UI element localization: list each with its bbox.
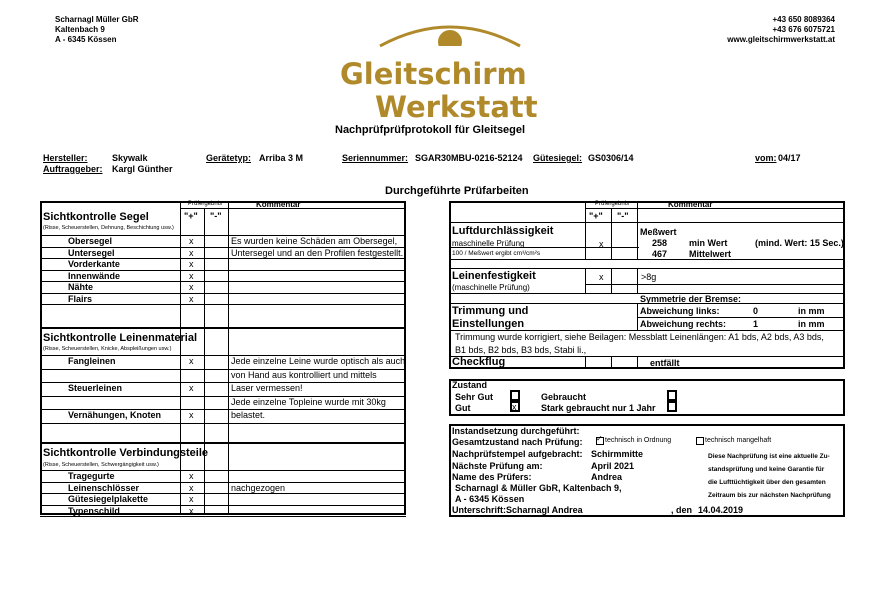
pruefer-value: Andrea: [591, 472, 623, 482]
row-comment: Jede einzelne Leine wurde optisch als auch: [231, 356, 406, 366]
trim-note-2: B1 bds, B2 bds, B3 bds, Stabi li.,: [455, 345, 587, 355]
fest-mark: x: [599, 272, 604, 282]
row-label: Vernähungen, Knoten: [68, 410, 162, 420]
instandsetzung-label: Instandsetzung durchgeführt:: [452, 426, 580, 436]
right-plus-header: "+": [589, 211, 603, 221]
company-name: Scharnagl Müller GbR: [55, 15, 139, 24]
guetesiegel-label: Gütesiegel:: [533, 153, 583, 163]
row-comment: Untersegel und an den Profilen festgestellt.: [231, 247, 404, 258]
row-mark: x: [189, 410, 194, 420]
row-mark: x: [189, 293, 194, 304]
disclaimer-1: Diese Nachprüfung ist eine aktuelle Zu-: [708, 453, 830, 460]
row-label: Fangleinen: [68, 356, 116, 366]
logo-arc-icon: [370, 16, 530, 56]
seriennummer-label: Seriennummer:: [342, 153, 409, 163]
row-label: Typenschild: [68, 505, 120, 516]
abweichung-rechts-value: 1: [753, 319, 759, 329]
row-label: Flairs: [68, 293, 93, 304]
row-mark: x: [189, 282, 194, 292]
row-mark: x: [189, 270, 194, 281]
fest-subtitle: (maschinelle Prüfung): [452, 283, 530, 292]
unterschrift-label: Unterschrift:: [452, 505, 507, 515]
checkflug-title: Checkflug: [452, 356, 506, 368]
guetesiegel-value: GS0306/14: [588, 153, 634, 163]
section-title: Durchgeführte Prüfarbeiten: [385, 185, 529, 197]
abweichung-links-unit: in mm: [798, 306, 825, 316]
segel-subtitle: (Risse, Scheuerstellen, Dehnung, Beschichtung usw.): [43, 225, 174, 231]
row-mark: x: [189, 356, 194, 366]
fest-title: Leinenfestigkeit: [452, 270, 536, 282]
checkflug-value: entfällt: [650, 358, 680, 368]
row-comment: von Hand aus kontrolliert und mittels: [231, 369, 377, 380]
company-contact: [727, 15, 835, 45]
phone-1: +43 650 8089364: [772, 15, 835, 24]
left-plus-header: "+": [184, 211, 198, 221]
stempel-label: Nachprüfstempel aufgebracht:: [452, 449, 583, 459]
den-value: 14.04.2019: [698, 505, 744, 515]
right-minus-header: "-": [617, 211, 629, 221]
luft-mark: x: [599, 239, 604, 249]
naechste-label: Nächste Prüfung am:: [452, 461, 543, 471]
messwert-mittel-unit: Mittelwert: [689, 249, 732, 259]
row-comment: belastet.: [231, 410, 266, 420]
company-address: [55, 15, 139, 45]
left-pruefergebnis-header: Prüfergebnis: [187, 201, 223, 207]
disclaimer: [708, 450, 831, 502]
disclaimer-4: Zeitraum bis zur nächsten Nachprüfung: [708, 492, 831, 499]
right-pruefergebnis-header: Prüfergebnis: [594, 201, 630, 207]
zustand-sehr-gut: Sehr Gut: [455, 392, 494, 402]
abweichung-rechts-unit: in mm: [798, 319, 825, 329]
ok-label: technisch in Ordnung: [605, 437, 672, 444]
gesamtzustand-label: Gesamtzustand nach Prüfung:: [452, 437, 583, 447]
pruefer-label: Name des Prüfers:: [452, 472, 532, 482]
verb-subtitle: (Risse, Scheuerstellen, Schwergängigkeit usw.): [43, 462, 159, 468]
fest-value: >8g: [641, 272, 657, 282]
left-minus-header: "-": [210, 211, 222, 221]
phone-2: +43 676 6075721: [772, 25, 835, 34]
abweichung-rechts-label: Abweichung rechts:: [640, 319, 727, 329]
row-label: Tragegurte: [68, 471, 115, 481]
seriennummer-value: SGAR30MBU-0216-52124: [415, 153, 523, 163]
checkbox-mangelhaft[interactable]: [696, 437, 704, 445]
checkbox-ok-mark: ✓: [596, 434, 603, 443]
row-label: Vorderkante: [68, 259, 120, 269]
luft-subtitle-1: maschinelle Prüfung: [452, 239, 525, 248]
right-kommentar-header: Kommentar: [668, 200, 713, 209]
abweichung-links-label: Abweichung links:: [640, 306, 720, 316]
row-label: Innenwände: [68, 270, 121, 281]
zustand-stark: Stark gebraucht nur 1 Jahr: [541, 403, 656, 413]
naechste-value: April 2021: [591, 461, 635, 471]
messwert-min-note: (mind. Wert: 15 Sec.): [755, 238, 844, 248]
row-mark: x: [189, 494, 194, 504]
row-label: Leinenschlösser: [68, 482, 140, 493]
checkbox-gut-mark: x: [512, 402, 517, 412]
mangelhaft-label: technisch mangelhaft: [705, 437, 772, 444]
zustand-gut: Gut: [455, 403, 471, 413]
row-label: Nähte: [68, 282, 94, 292]
logo-line-2: Werkstatt: [375, 90, 538, 124]
leinen-subtitle: (Risse, Scheuerstellen, Knicke, Abspleißungen usw.): [43, 346, 172, 352]
luft-subtitle-2: 100 / Meßwert ergibt cm³/cm²s: [452, 250, 541, 257]
row-comment: Es wurden keine Schäden am Obersegel,: [231, 236, 398, 246]
trim-title-1: Trimmung und: [452, 305, 529, 317]
trim-title-2: Einstellungen: [452, 318, 525, 330]
company-city: A - 6345 Kössen: [55, 35, 117, 44]
row-label: Gütesiegelplakette: [68, 494, 149, 504]
left-kommentar-header: Kommentar: [256, 200, 301, 209]
row-label: Obersegel: [68, 236, 113, 246]
abweichung-links-value: 0: [753, 306, 759, 316]
stempel-value: Schirmmitte: [591, 449, 644, 459]
messwert-min: 258: [652, 238, 668, 248]
unterschrift-value: Scharnagl Andrea: [506, 505, 583, 515]
vom-label: vom:: [755, 153, 777, 163]
auftraggeber-value: Kargl Günther: [112, 164, 173, 174]
symmetrie-label: Symmetrie der Bremse:: [640, 294, 742, 304]
vom-value: 04/17: [778, 153, 801, 163]
checkbox-sehr-gut[interactable]: [510, 390, 520, 401]
auftraggeber-label: Auftraggeber:: [43, 164, 103, 174]
row-mark: x: [189, 482, 194, 493]
verb-title: Sichtkontrolle Verbindungsteile: [43, 447, 209, 459]
geraetetyp-label: Gerätetyp:: [206, 153, 252, 163]
address-line-1: Scharnagl & Müller GbR, Kaltenbach 9,: [455, 483, 622, 493]
row-mark: x: [189, 259, 194, 269]
row-label: Untersegel: [68, 247, 115, 258]
website: www.gleitschirmwerkstatt.at: [727, 35, 835, 44]
row-mark: x: [189, 471, 194, 481]
document-title: Nachprüfprüfprotokoll für Gleitsegel: [335, 124, 526, 136]
logo-line-1: Gleitschirm: [340, 57, 527, 91]
messwert-min-unit: min Wert: [689, 238, 728, 248]
disclaimer-3: die Lufttüchtigkeit über den gesamten: [708, 479, 826, 486]
checkbox-gebraucht[interactable]: [667, 390, 677, 401]
leinen-title: Sichtkontrolle Leinenmaterial: [43, 332, 198, 344]
company-street: Kaltenbach 9: [55, 25, 105, 34]
disclaimer-2: standsprüfung und keine Garantie für: [708, 466, 825, 473]
geraetetyp-value: Arriba 3 M: [259, 153, 304, 163]
row-comment: nachgezogen: [231, 482, 286, 493]
zustand-title: Zustand: [452, 380, 487, 390]
address-line-2: A - 6345 Kössen: [455, 494, 525, 504]
row-mark: x: [189, 236, 194, 246]
hersteller-value: Skywalk: [112, 153, 148, 163]
row-mark: x: [189, 505, 194, 516]
row-mark: x: [189, 383, 194, 393]
luft-title: Luftdurchlässigkeit: [452, 225, 554, 237]
hersteller-label: Hersteller:: [43, 153, 88, 163]
row-comment: Jede einzelne Topleine wurde mit 30kg: [231, 396, 386, 407]
row-label: Steuerleinen: [68, 383, 123, 393]
row-comment: Laser vermessen!: [231, 383, 303, 393]
zustand-gebraucht: Gebraucht: [541, 392, 587, 402]
checkbox-stark[interactable]: [667, 401, 677, 412]
segel-title: Sichtkontrolle Segel: [43, 211, 149, 223]
den-label: , den: [671, 505, 693, 515]
messwert-mittel: 467: [652, 249, 668, 259]
trim-note-1: Trimmung wurde korrigiert, siehe Beilagen: Messblatt Leinenlängen: A1 bds, A2 bds, A3 bds,: [455, 332, 824, 342]
messwert-label: Meßwert: [640, 227, 677, 237]
row-mark: x: [189, 247, 194, 258]
